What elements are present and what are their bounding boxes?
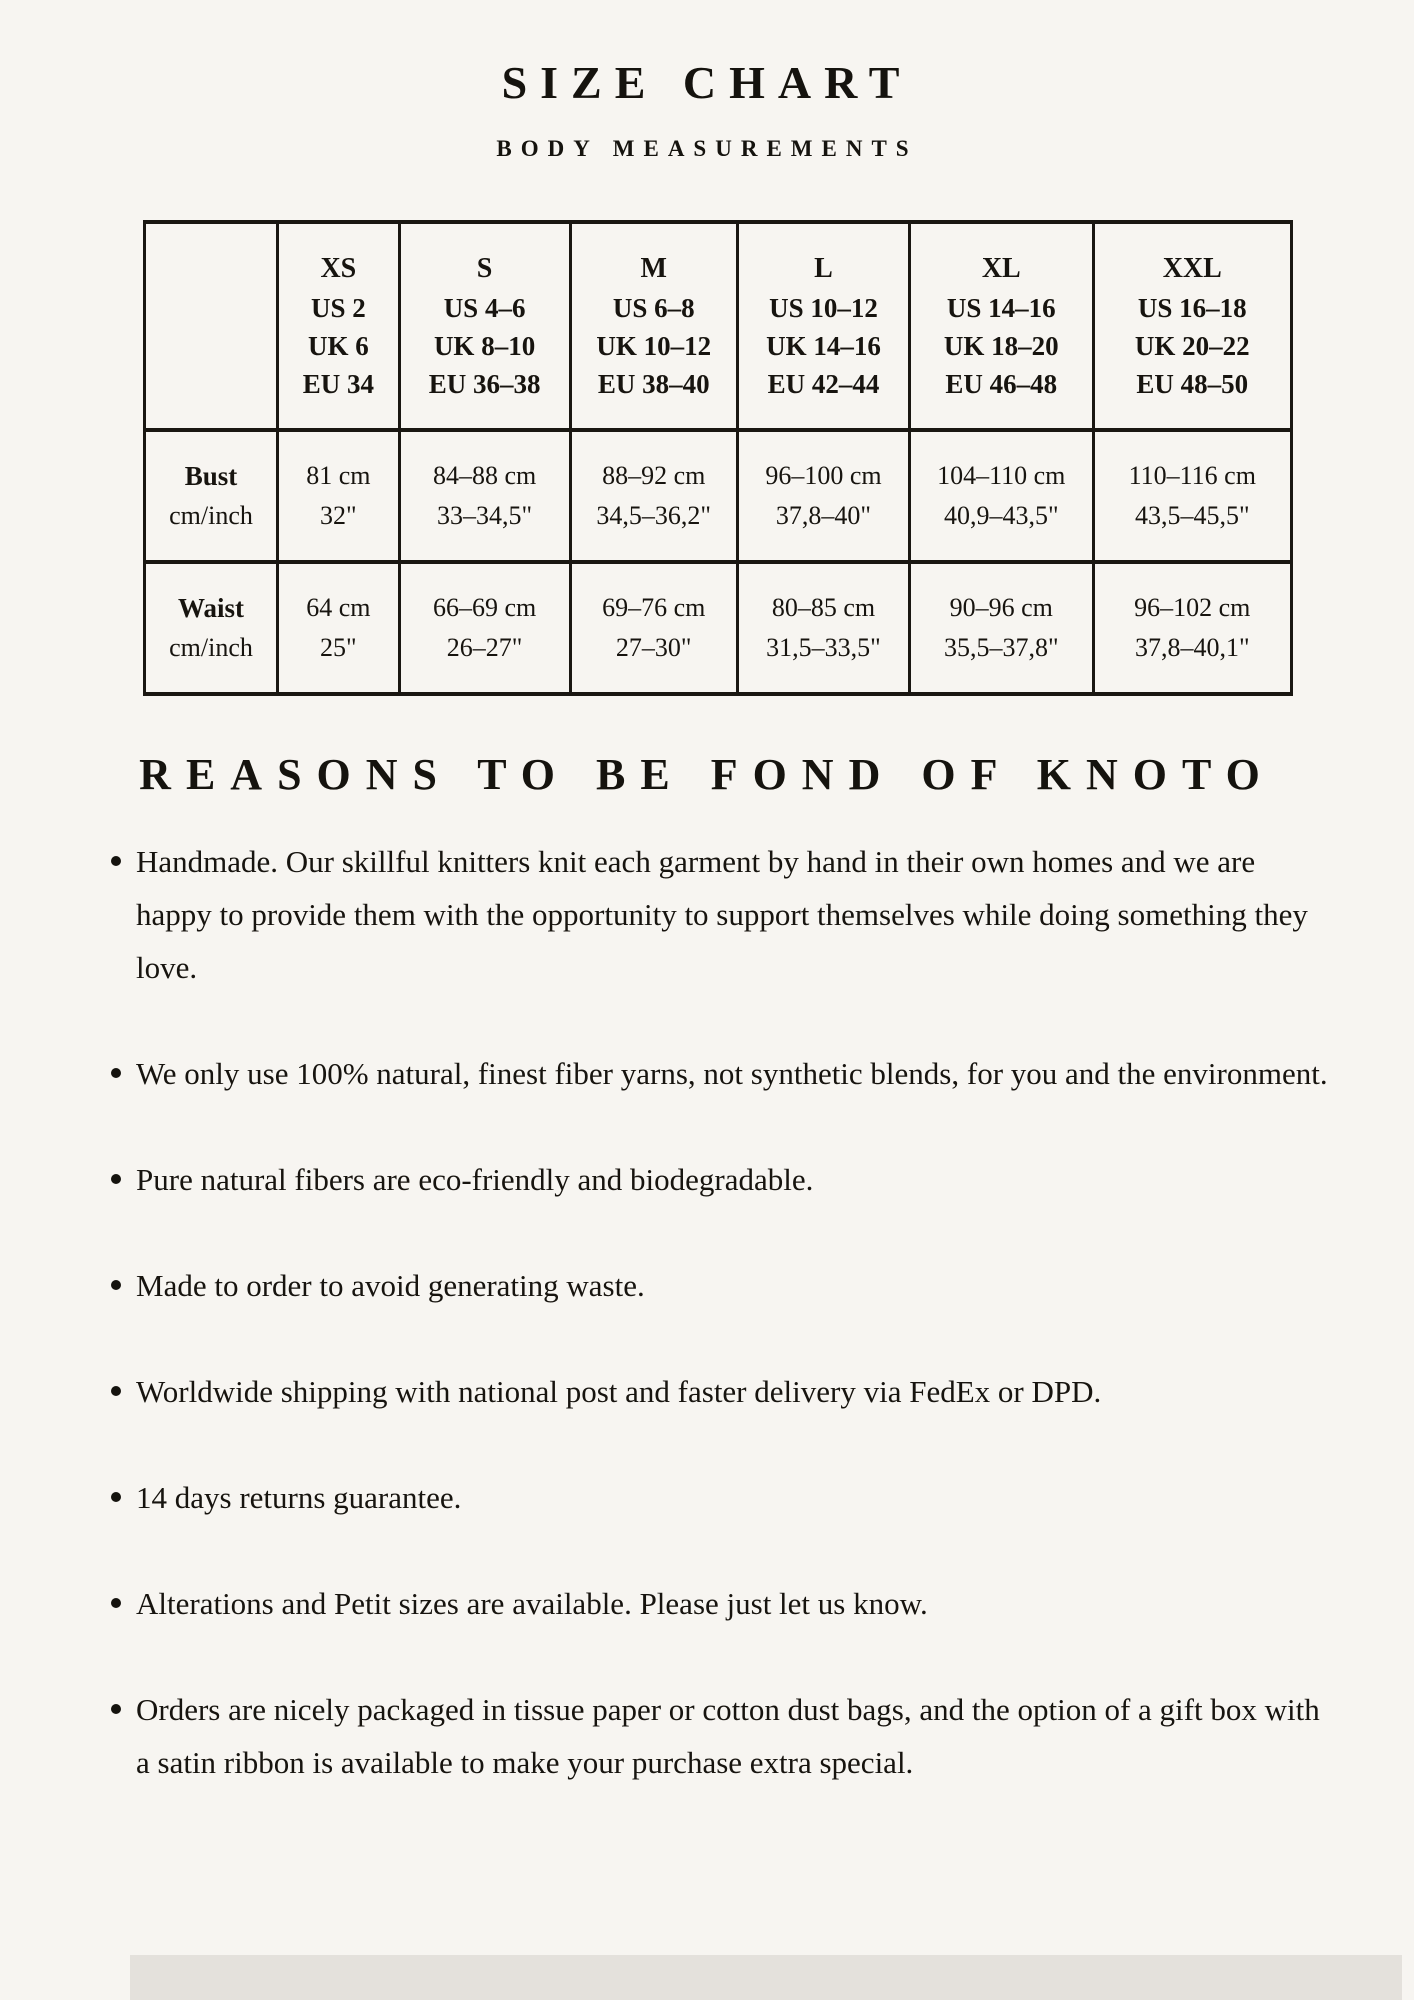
- size-name: L: [814, 253, 833, 284]
- size-eu: EU 34: [302, 369, 374, 399]
- size-eu: EU 48–50: [1136, 369, 1249, 399]
- size-chart-table: [143, 220, 1293, 696]
- value-inch: 37,8–40": [775, 501, 872, 530]
- size-column-header-xs: [278, 222, 400, 430]
- value-cm: 96–100 cm: [765, 461, 882, 490]
- size-uk: UK 8–10: [433, 331, 536, 361]
- measurement-name: Waist: [178, 593, 245, 623]
- size-uk: UK 10–12: [596, 331, 712, 361]
- page-subtitle: BODY MEASUREMENTS: [496, 136, 918, 161]
- bust-cell-m: [570, 430, 737, 562]
- value-inch: 37,8–40,1": [1134, 633, 1250, 662]
- value-inch: 25": [320, 633, 357, 662]
- reason-item-alterations: Alterations and Petit sizes are available. Please just let us know.: [136, 1577, 1331, 1630]
- size-column-header-xxl: [1093, 222, 1291, 430]
- bust-cell-xxl: [1093, 430, 1291, 562]
- value-cm: 69–76 cm: [602, 593, 706, 622]
- value-cm: 88–92 cm: [602, 461, 706, 490]
- value-cm: 66–69 cm: [432, 593, 537, 622]
- table-row-waist: [145, 562, 1292, 694]
- reason-item-packaging: Orders are nicely packaged in tissue paper or cotton dust bags, and the option of a gift box with a satin ribbon is available to make your purchase extra special.: [136, 1683, 1331, 1789]
- value-inch: 27–30": [615, 633, 692, 662]
- reason-item-handmade: Handmade. Our skillful knitters knit each garment by hand in their own homes and we are happy to provide them with the opportunity to support themselves while doing something they love.: [136, 835, 1331, 994]
- row-label-waist: [145, 562, 278, 694]
- value-inch: 35,5–37,8": [943, 633, 1059, 662]
- measurement-unit: cm/inch: [169, 633, 253, 662]
- row-label-bust: [145, 430, 278, 562]
- size-us: US 6–8: [612, 293, 695, 323]
- value-cm: 80–85 cm: [771, 593, 876, 622]
- waist-cell-xxl: [1093, 562, 1291, 694]
- measurement-unit: cm/inch: [169, 501, 253, 530]
- reason-item-natural-yarns: We only use 100% natural, finest fiber yarns, not synthetic blends, for you and the environment.: [136, 1047, 1331, 1100]
- reason-item-shipping: Worldwide shipping with national post and faster delivery via FedEx or DPD.: [136, 1365, 1331, 1418]
- size-eu: EU 46–48: [945, 369, 1058, 399]
- value-inch: 43,5–45,5": [1134, 501, 1250, 530]
- table-header-row: [145, 222, 1292, 430]
- value-inch: 26–27": [446, 633, 523, 662]
- size-column-header-xl: [910, 222, 1094, 430]
- size-us: US 14–16: [946, 293, 1056, 323]
- size-us: US 10–12: [769, 293, 878, 323]
- page-title: SIZE CHART: [501, 57, 913, 108]
- reason-item-eco-friendly: Pure natural fibers are eco-friendly and biodegradable.: [136, 1153, 1331, 1206]
- value-inch: 31,5–33,5": [766, 633, 881, 662]
- waist-cell-s: [399, 562, 570, 694]
- size-eu: EU 36–38: [428, 369, 541, 399]
- table-row-bust: [145, 430, 1292, 562]
- size-us: US 4–6: [443, 293, 526, 323]
- value-inch: 40,9–43,5": [943, 501, 1059, 530]
- reasons-list: [136, 835, 1331, 1789]
- size-uk: UK 18–20: [943, 331, 1059, 361]
- size-column-header-m: [570, 222, 737, 430]
- next-section-edge: [130, 1955, 1402, 2000]
- value-cm: 90–96 cm: [949, 593, 1053, 622]
- size-eu: EU 42–44: [767, 369, 880, 399]
- value-cm: 104–110 cm: [937, 461, 1066, 490]
- value-cm: 96–102 cm: [1134, 593, 1251, 622]
- value-cm: 81 cm: [306, 461, 371, 490]
- value-inch: 32": [320, 501, 357, 530]
- table-corner-cell: [145, 222, 278, 430]
- bust-cell-l: [737, 430, 909, 562]
- size-column-header-l: [737, 222, 909, 430]
- reason-item-returns: 14 days returns guarantee.: [136, 1471, 1331, 1524]
- size-name: XS: [320, 253, 357, 284]
- waist-cell-xs: [278, 562, 400, 694]
- value-inch: 34,5–36,2": [596, 501, 712, 530]
- size-uk: UK 14–16: [766, 331, 881, 361]
- reasons-heading: REASONS TO BE FOND OF KNOTO: [139, 750, 1275, 799]
- bust-cell-s: [399, 430, 570, 562]
- waist-cell-xl: [910, 562, 1094, 694]
- waist-cell-l: [737, 562, 909, 694]
- size-name: XL: [981, 253, 1021, 284]
- reason-item-made-to-order: Made to order to avoid generating waste.: [136, 1259, 1331, 1312]
- size-column-header-s: [399, 222, 570, 430]
- size-eu: EU 38–40: [597, 369, 710, 399]
- size-us: US 2: [310, 293, 366, 323]
- measurement-name: Bust: [184, 461, 238, 491]
- value-cm: 110–116 cm: [1128, 461, 1256, 490]
- waist-cell-m: [570, 562, 737, 694]
- value-inch: 33–34,5": [437, 501, 533, 530]
- bust-cell-xl: [910, 430, 1094, 562]
- size-name: XXL: [1162, 253, 1222, 284]
- value-cm: 84–88 cm: [432, 461, 537, 490]
- bust-cell-xs: [278, 430, 400, 562]
- size-us: US 16–18: [1137, 293, 1247, 323]
- size-uk: UK 20–22: [1134, 331, 1250, 361]
- size-name: M: [640, 253, 667, 284]
- size-uk: UK 6: [307, 331, 369, 361]
- size-name: S: [476, 253, 493, 284]
- value-cm: 64 cm: [306, 593, 371, 622]
